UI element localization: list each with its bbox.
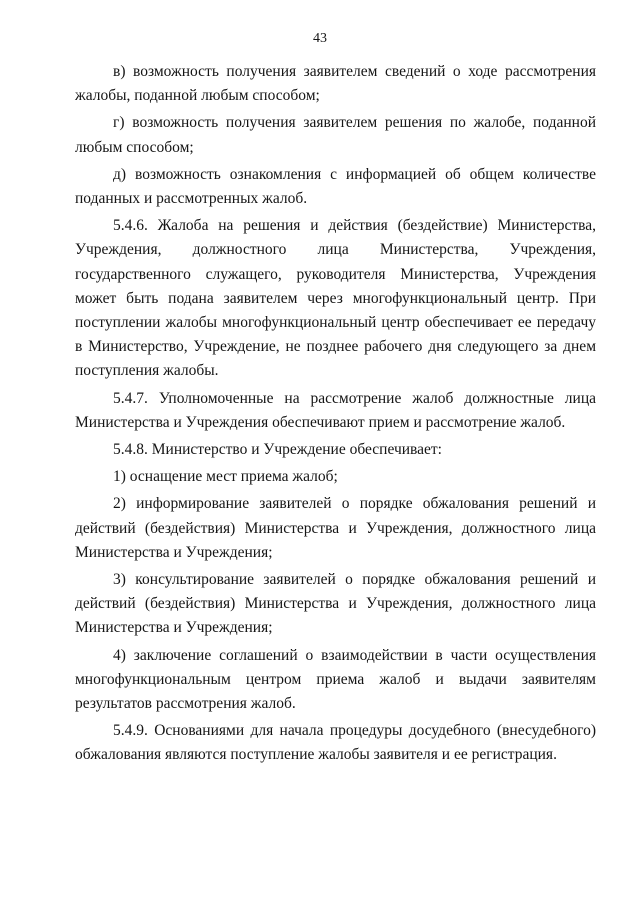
paragraph-5-4-6: 5.4.6. Жалоба на решения и действия (бездействие) Министерства, Учреждения, должностного лица Министерства, Учреждения, государственного служащего, руководителя Министерства, Учреждения может быть подана заявителем через многофункциональный центр. При поступлении жалобы многофункциональный центр обеспечивает ее передачу в Министерство, Учреждение, не позднее рабочего дня следующего за днем поступления жалобы. — [75, 217, 596, 380]
paragraph-5-4-8: 5.4.8. Министерство и Учреждение обеспечивает: — [113, 441, 442, 459]
list-item-4: 4) заключение соглашений о взаимодействии в части осуществления многофункциональным центром приема жалоб и выдачи заявителям результатов рассмотрения жалоб. — [75, 646, 596, 713]
list-item-1: 1) оснащение мест приема жалоб; — [113, 468, 338, 486]
paragraph-d: д) возможность ознакомления с информацией об общем количестве поданных и рассмотренных жалоб. — [75, 165, 596, 208]
paragraph-5-4-7: 5.4.7. Уполномоченные на рассмотрение жалоб должностные лица Министерства и Учреждения обеспечивают прием и рассмотрение жалоб. — [75, 389, 596, 431]
paragraph-g: г) возможность получения заявителем решения по жалобе, поданной любым способом; — [75, 114, 596, 156]
paragraph-v: в) возможность получения заявителем сведений о ходе рассмотрения жалобы, поданной любым способом; — [75, 63, 596, 105]
document-body — [75, 60, 596, 768]
page-number: 43 — [313, 31, 327, 46]
paragraph-5-4-9: 5.4.9. Основаниями для начала процедуры досудебного (внесудебного) обжалования являются поступление жалобы заявителя и ее регистрация. — [75, 722, 596, 764]
list-item-2: 2) информирование заявителей о порядке обжалования решений и действий (бездействия) Министерства и Учреждения, должностного лица Министерства и Учреждения; — [75, 495, 596, 561]
list-item-3: 3) консультирование заявителей о порядке обжалования решений и действий (бездействия) Министерства и Учреждения, должностного лица Министерства и Учреждения; — [75, 571, 596, 637]
